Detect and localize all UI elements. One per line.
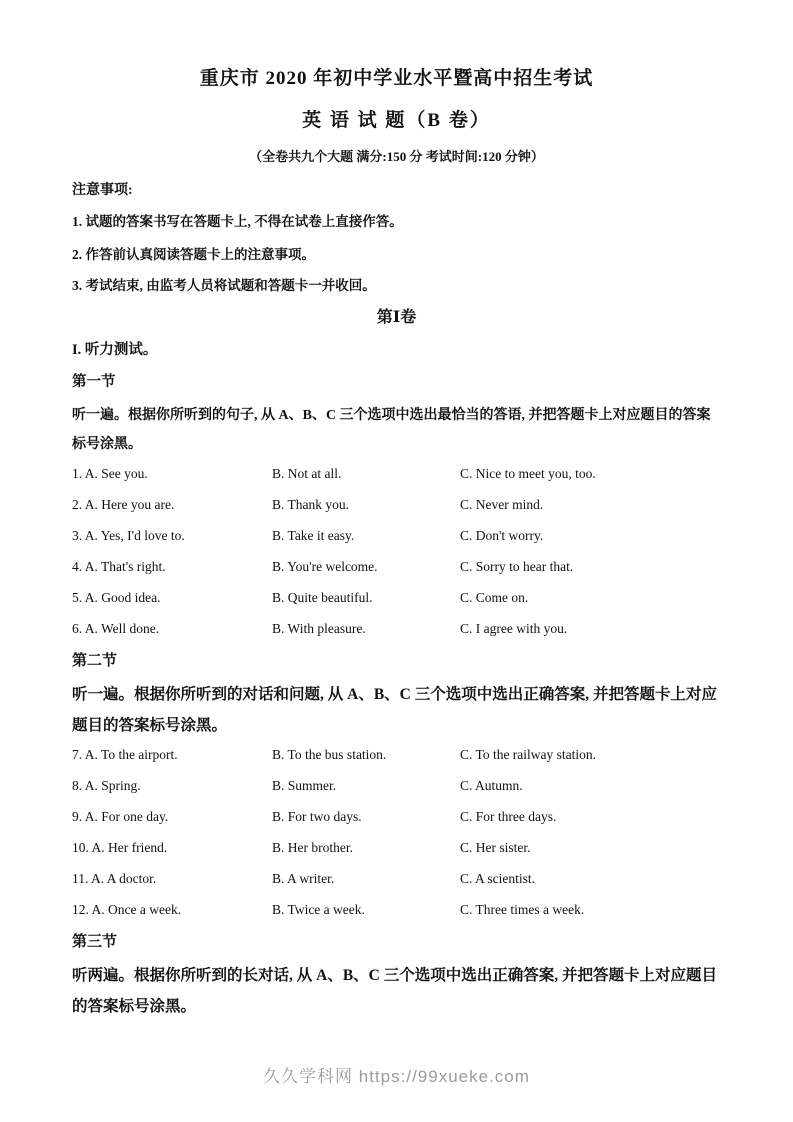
option-b: B. With pleasure.: [272, 621, 366, 636]
option-c: C. Three times a week.: [460, 902, 585, 917]
option-a: 2. A. Here you are.: [72, 497, 175, 512]
option-b: B. Quite beautiful.: [272, 590, 373, 605]
section1-heading: 第一节: [72, 374, 116, 390]
option-c: C. Sorry to hear that.: [460, 559, 574, 574]
option-b: B. For two days.: [272, 809, 362, 824]
option-a: 1. A. See you.: [72, 466, 148, 481]
section2-heading: 第二节: [72, 653, 118, 669]
option-a: 12. A. Once a week.: [72, 902, 182, 917]
option-c: C. To the railway station.: [460, 747, 597, 762]
option-c: C. Autumn.: [460, 778, 523, 793]
listening-section-title: I. 听力测试。: [72, 342, 158, 358]
question-row-3: [72, 527, 721, 545]
option-b: B. Summer.: [272, 778, 337, 793]
question-row-4: [72, 558, 721, 576]
section2-block: [72, 651, 721, 919]
option-c: C. Come on.: [460, 590, 529, 605]
notice-item-1: 1. 试题的答案书写在答题卡上, 不得在试卷上直接作答。: [72, 214, 403, 229]
part-one-heading: 第Ⅰ卷: [376, 309, 417, 326]
question-row-12: [72, 901, 721, 919]
option-b: B. Thank you.: [272, 497, 349, 512]
question-row-1: [72, 465, 721, 483]
option-b: B. Not at all.: [272, 466, 342, 481]
exam-meta: （全卷共九个大题 满分:150 分 考试时间:120 分钟）: [249, 149, 544, 164]
question-row-10: [72, 839, 721, 857]
option-c: C. I agree with you.: [460, 621, 568, 636]
question-row-9: [72, 808, 721, 826]
question-row-5: [72, 589, 721, 607]
option-b: B. Her brother.: [272, 840, 353, 855]
question-row-7: [72, 746, 721, 764]
section1-question-list: [72, 465, 721, 638]
option-a: 7. A. To the airport.: [72, 747, 178, 762]
option-c: C. A scientist.: [460, 871, 536, 886]
option-c: C. Her sister.: [460, 840, 531, 855]
section2-instruction: 听一遍。根据你所听到的对话和问题, 从 A、B、C 三个选项中选出正确答案, 并把答题卡上对应题目的答案标号涂黑。: [72, 686, 717, 734]
option-a: 11. A. A doctor.: [72, 871, 157, 886]
option-b: B. A writer.: [272, 871, 335, 886]
option-a: 3. A. Yes, I'd love to.: [72, 528, 185, 543]
option-a: 8. A. Spring.: [72, 778, 141, 793]
option-c: C. Never mind.: [460, 497, 544, 512]
option-c: C. Nice to meet you, too.: [460, 466, 596, 481]
option-a: 10. A. Her friend.: [72, 840, 168, 855]
section3-instruction: 听两遍。根据你所听到的长对话, 从 A、B、C 三个选项中选出正确答案, 并把答题卡上对应题目的答案标号涂黑。: [72, 967, 717, 1015]
option-b: B. Take it easy.: [272, 528, 355, 543]
question-row-11: [72, 870, 721, 888]
option-c: C. Don't worry.: [460, 528, 544, 543]
question-row-8: [72, 777, 721, 795]
notices-heading: 注意事项:: [72, 183, 133, 198]
option-b: B. To the bus station.: [272, 747, 387, 762]
option-a: 4. A. That's right.: [72, 559, 166, 574]
option-a: 9. A. For one day.: [72, 809, 169, 824]
option-b: B. You're welcome.: [272, 559, 378, 574]
question-row-6: [72, 620, 721, 638]
question-row-2: [72, 496, 721, 514]
watermark: 久久学科网 https://99xueke.com: [263, 1067, 530, 1086]
option-c: C. For three days.: [460, 809, 557, 824]
section3-heading: 第三节: [72, 934, 118, 950]
section1-instruction: 听一遍。根据你所听到的句子, 从 A、B、C 三个选项中选出最恰当的答语, 并把答题卡上对应题目的答案标号涂黑。: [72, 408, 711, 452]
option-b: B. Twice a week.: [272, 902, 365, 917]
exam-subtitle: 英 语 试 题（B 卷）: [302, 110, 491, 131]
option-a: 6. A. Well done.: [72, 621, 160, 636]
option-a: 5. A. Good idea.: [72, 590, 161, 605]
page-title: 重庆市 2020 年初中学业水平暨高中招生考试: [199, 68, 594, 89]
notice-item-2: 2. 作答前认真阅读答题卡上的注意事项。: [72, 247, 315, 262]
notice-item-3: 3. 考试结束, 由监考人员将试题和答题卡一并收回。: [72, 278, 376, 293]
